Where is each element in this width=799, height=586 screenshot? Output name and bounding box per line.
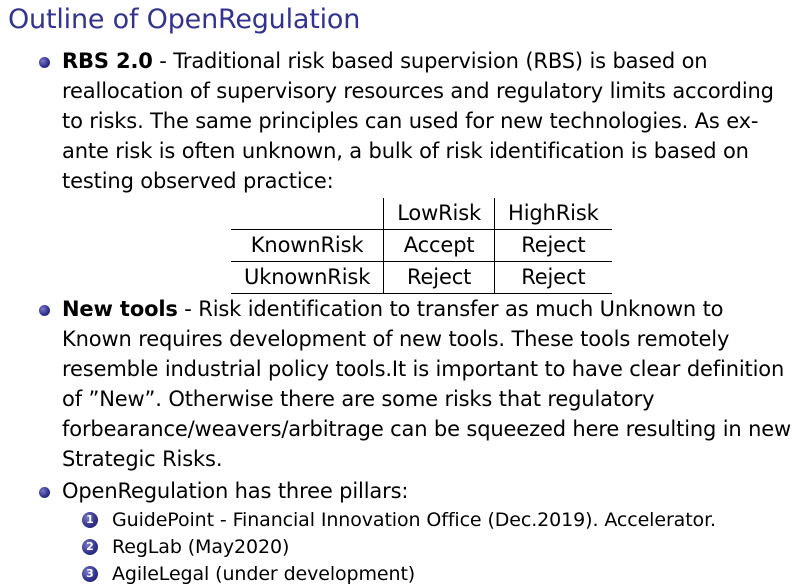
item-text: Traditional risk based supervision (RBS) is based on reallocation of supervisory resources and regulatory limits according to risks. The same principles can used for new technologies. As ex-ante risk is often unknown, a bulk of risk identification is based on testing observed practice: — [62, 49, 774, 193]
table-cell: Reject — [495, 262, 612, 294]
bullet-item-new-tools — [62, 294, 792, 474]
slide-title: Outline of OpenRegulation — [8, 4, 361, 35]
column-header: LowRisk — [384, 198, 495, 230]
item-separator: - — [152, 49, 174, 73]
number-3-icon: 3 — [82, 566, 98, 582]
bullet-item-rbs — [62, 46, 792, 196]
row-header: UknownRisk — [231, 262, 384, 294]
pillar-item: GuidePoint - Financial Innovation Office (Dec.2019). Accelerator. — [112, 509, 716, 531]
item-separator: - — [177, 297, 199, 321]
item-term: New tools — [62, 297, 178, 321]
table-cell: Accept — [384, 230, 495, 262]
bullet-item-pillars — [62, 476, 792, 506]
number-2-icon: 2 — [82, 539, 98, 555]
risk-matrix-table — [231, 198, 612, 294]
item-text: Risk identification to transfer as much Unknown to Known requires development of new tools. These tools remotely resemble industrial policy tools.It is important to have clear definition of ”New”. Otherwise there are some risks that regulatory forbearance/weavers/arbitrage can be squeezed here resulting in new Strategic Risks. — [62, 297, 792, 471]
bullet-icon — [39, 305, 50, 316]
pillar-item: AgileLegal (under development) — [112, 563, 416, 585]
bullet-icon — [39, 487, 50, 498]
number-1-icon: 1 — [82, 512, 98, 528]
bullet-icon — [39, 57, 50, 68]
row-header: KnownRisk — [231, 230, 384, 262]
item-term: RBS 2.0 — [62, 49, 153, 73]
table-cell: Reject — [384, 262, 495, 294]
column-header: HighRisk — [508, 201, 599, 225]
table-cell: Reject — [495, 230, 612, 262]
table-corner-cell — [231, 198, 384, 230]
item-text: OpenRegulation has three pillars: — [62, 479, 409, 503]
pillar-item: RegLab (May2020) — [112, 536, 290, 558]
